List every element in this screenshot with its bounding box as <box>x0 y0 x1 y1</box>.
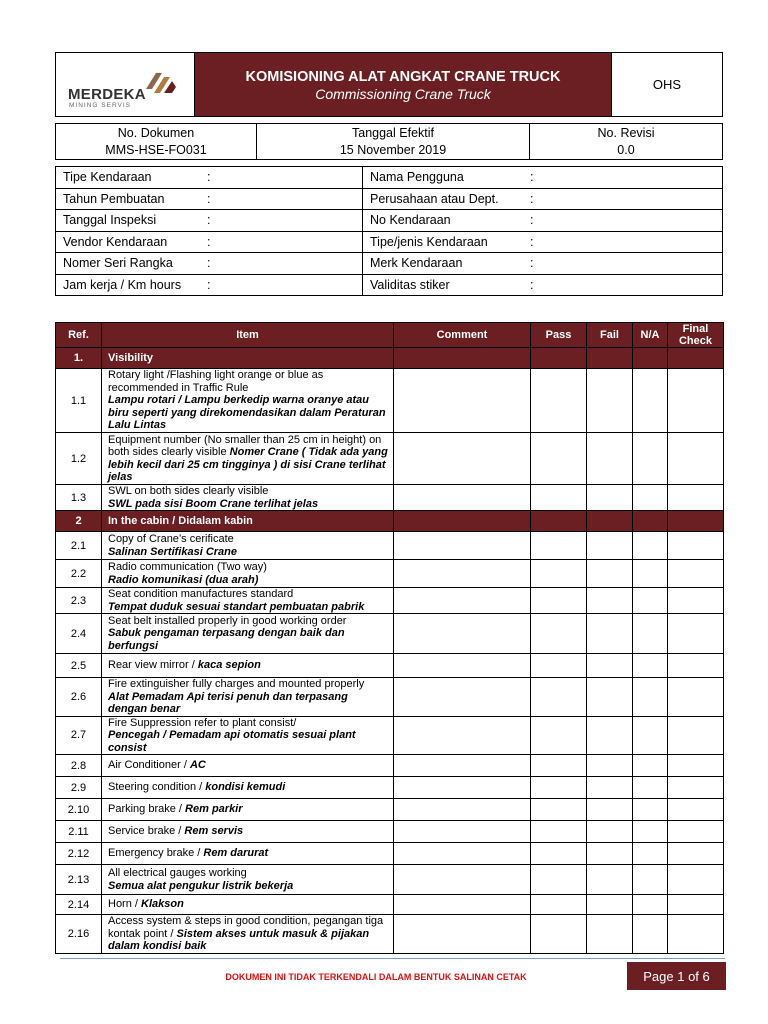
item-description <box>102 485 394 511</box>
item-text-id: AC <box>189 759 206 772</box>
na-cell[interactable] <box>633 895 668 915</box>
comment-cell[interactable] <box>394 895 531 915</box>
document-header <box>55 52 723 117</box>
logo-mark-icon <box>142 67 186 101</box>
checklist-row <box>56 678 724 717</box>
item-description <box>102 865 394 895</box>
item-description <box>102 821 394 843</box>
comment-cell[interactable] <box>394 588 531 614</box>
item-ref: 2.11 <box>56 821 102 843</box>
comment-cell[interactable] <box>394 915 531 954</box>
item-text-en: Service brake / <box>108 825 185 838</box>
pass-cell[interactable] <box>531 532 587 560</box>
final-check-cell[interactable] <box>668 915 724 954</box>
info-value-right[interactable]: : <box>528 167 723 189</box>
comment-cell[interactable] <box>394 716 531 755</box>
final-check-cell[interactable] <box>668 369 724 433</box>
info-value-right[interactable]: : <box>528 231 723 253</box>
info-value-right[interactable]: : <box>528 253 723 275</box>
item-text-en: Emergency brake / <box>108 847 204 860</box>
section-blank <box>394 511 531 532</box>
info-label-right: Tipe/jenis Kendaraan <box>363 231 529 253</box>
section-blank <box>668 511 724 532</box>
item-ref: 2.16 <box>56 915 102 954</box>
na-cell[interactable] <box>633 614 668 654</box>
company-logo <box>56 53 195 116</box>
item-text-en: Rear view mirror / <box>108 659 198 672</box>
item-ref: 2.5 <box>56 654 102 678</box>
info-value-right[interactable]: : <box>528 274 723 296</box>
checklist-row <box>56 777 724 799</box>
section-row <box>56 348 724 369</box>
item-text-en: Seat belt installed properly in good working order <box>108 614 347 627</box>
item-description <box>102 369 394 433</box>
info-label-right: Merk Kendaraan <box>363 253 529 275</box>
pass-cell[interactable] <box>531 799 587 821</box>
na-cell[interactable] <box>633 485 668 511</box>
item-text-en: Fire extinguisher fully charges and mounted properly <box>108 678 365 690</box>
final-check-cell[interactable] <box>668 755 724 777</box>
fail-cell[interactable] <box>587 895 633 915</box>
na-cell[interactable] <box>633 865 668 895</box>
item-text-id: Lampu rotari / Lampu berkedip warna oranye atau biru seperti yang direkomendasikan dalam Peraturan Lalu Lintas <box>108 394 386 432</box>
item-ref: 2.10 <box>56 799 102 821</box>
info-value-left[interactable]: : <box>205 253 363 275</box>
section-number: 1. <box>56 348 102 369</box>
pass-cell[interactable] <box>531 560 587 588</box>
na-cell[interactable] <box>633 821 668 843</box>
comment-cell[interactable] <box>394 614 531 654</box>
info-label-right: Validitas stiker <box>363 274 529 296</box>
info-row <box>56 274 723 296</box>
item-description <box>102 614 394 654</box>
item-text-id: Rem parkir <box>185 803 243 816</box>
na-cell[interactable] <box>633 777 668 799</box>
info-row <box>56 188 723 210</box>
checklist-row <box>56 588 724 614</box>
pass-cell[interactable] <box>531 777 587 799</box>
pass-cell[interactable] <box>531 716 587 755</box>
item-text-en: Equipment number (No smaller than 25 cm in height) on both sides clearly visible <box>108 433 382 458</box>
pass-cell[interactable] <box>531 654 587 678</box>
info-label-left: Nomer Seri Rangka <box>56 253 206 275</box>
info-label-left: Vendor Kendaraan <box>56 231 206 253</box>
item-text-id: Rem servis <box>184 825 244 838</box>
fail-cell[interactable] <box>587 777 633 799</box>
item-description <box>102 560 394 588</box>
item-ref: 1.1 <box>56 369 102 433</box>
doc-number-label: No. Dokumen <box>117 125 195 140</box>
department-label: OHS <box>652 77 682 92</box>
final-check-cell[interactable] <box>668 895 724 915</box>
comment-cell[interactable] <box>394 560 531 588</box>
checklist-row <box>56 865 724 895</box>
na-cell[interactable] <box>633 799 668 821</box>
checklist-row <box>56 716 724 755</box>
item-text-en: Seat condition manufactures standard <box>108 588 294 600</box>
doc-number-cell <box>56 124 257 160</box>
fail-cell[interactable] <box>587 588 633 614</box>
item-ref: 1.2 <box>56 433 102 485</box>
fail-cell[interactable] <box>587 485 633 511</box>
effective-date-cell <box>257 124 530 160</box>
item-text-id: Sabuk pengaman terpasang dengan baik dan berfungsi <box>108 627 345 652</box>
pass-cell[interactable] <box>531 843 587 865</box>
checklist-row <box>56 843 724 865</box>
comment-cell[interactable] <box>394 821 531 843</box>
pass-cell[interactable] <box>531 588 587 614</box>
item-text-en: Copy of Crane’s cerificate <box>108 533 234 545</box>
pass-cell[interactable] <box>531 821 587 843</box>
fail-cell[interactable] <box>587 755 633 777</box>
col-item: Item <box>102 323 394 348</box>
effective-date-value: 15 November 2019 <box>339 142 447 157</box>
vehicle-info-table <box>55 166 723 296</box>
item-text-id: kondisi kemudi <box>205 781 286 794</box>
na-cell[interactable] <box>633 369 668 433</box>
title-block <box>195 53 612 116</box>
item-ref: 2.7 <box>56 716 102 755</box>
info-value-left[interactable]: : <box>205 188 363 210</box>
item-description <box>102 588 394 614</box>
checklist-row <box>56 614 724 654</box>
footer-divider <box>60 958 725 959</box>
item-text-id: Salinan Sertifikasi Crane <box>108 545 237 558</box>
info-label-left: Tahun Pembuatan <box>56 188 206 210</box>
comment-cell[interactable] <box>394 654 531 678</box>
checklist-row <box>56 755 724 777</box>
info-row <box>56 253 723 275</box>
col-na: N/A <box>633 323 668 348</box>
section-blank <box>587 348 633 369</box>
item-description <box>102 777 394 799</box>
comment-cell[interactable] <box>394 532 531 560</box>
pass-cell[interactable] <box>531 485 587 511</box>
pass-cell[interactable] <box>531 678 587 717</box>
comment-cell[interactable] <box>394 369 531 433</box>
info-label-right: No Kendaraan <box>363 210 529 232</box>
comment-cell[interactable] <box>394 777 531 799</box>
fail-cell[interactable] <box>587 369 633 433</box>
item-text-en: Parking brake / <box>108 803 186 816</box>
fail-cell[interactable] <box>587 433 633 485</box>
item-description <box>102 799 394 821</box>
company-subtitle: MINING SERVIS <box>69 102 132 109</box>
fail-cell[interactable] <box>587 560 633 588</box>
item-text-en: SWL on both sides clearly visible <box>108 485 269 497</box>
final-check-cell[interactable] <box>668 843 724 865</box>
na-cell[interactable] <box>633 532 668 560</box>
comment-cell[interactable] <box>394 755 531 777</box>
item-text-en: Air Conditioner / <box>108 759 190 772</box>
section-title: In the cabin / Didalam kabin <box>102 511 394 532</box>
final-check-cell[interactable] <box>668 614 724 654</box>
item-text-id: Sistem akses untuk masuk & pijakan dalam kondisi baik <box>108 927 370 952</box>
info-value-left[interactable]: : <box>205 210 363 232</box>
item-description <box>102 433 394 485</box>
col-fail: Fail <box>587 323 633 348</box>
item-text-id: Alat Pemadam Api terisi penuh dan terpasang dengan benar <box>108 690 348 715</box>
checklist-row <box>56 560 724 588</box>
item-text-id: kaca sepion <box>197 659 261 672</box>
na-cell[interactable] <box>633 755 668 777</box>
comment-cell[interactable] <box>394 799 531 821</box>
info-row <box>56 167 723 189</box>
na-cell[interactable] <box>633 915 668 954</box>
item-text-en: Fire Suppression refer to plant consist/ <box>108 716 297 729</box>
checklist-row <box>56 821 724 843</box>
checklist-row <box>56 895 724 915</box>
item-description <box>102 678 394 717</box>
section-number: 2 <box>56 511 102 532</box>
fail-cell[interactable] <box>587 654 633 678</box>
item-text-id: Pencegah / Pemadam api otomatis sesuai plant consist <box>108 729 356 754</box>
final-check-cell[interactable] <box>668 433 724 485</box>
checklist-row <box>56 485 724 511</box>
info-value-right[interactable]: : <box>528 210 723 232</box>
fail-cell[interactable] <box>587 532 633 560</box>
fail-cell[interactable] <box>587 716 633 755</box>
item-ref: 2.14 <box>56 895 102 915</box>
na-cell[interactable] <box>633 716 668 755</box>
item-text-id: Rem darurat <box>203 847 269 860</box>
page-number: Page 1 of 6 <box>627 962 726 990</box>
item-description <box>102 843 394 865</box>
fail-cell[interactable] <box>587 915 633 954</box>
item-description <box>102 532 394 560</box>
final-check-cell[interactable] <box>668 678 724 717</box>
item-ref: 2.12 <box>56 843 102 865</box>
section-blank <box>531 511 587 532</box>
comment-cell[interactable] <box>394 433 531 485</box>
item-text-en: Rotary light /Flashing light orange or blue as recommended in Traffic Rule <box>108 369 324 394</box>
na-cell[interactable] <box>633 588 668 614</box>
checklist-row <box>56 799 724 821</box>
pass-cell[interactable] <box>531 433 587 485</box>
item-ref: 2.4 <box>56 614 102 654</box>
item-text-en: All electrical gauges working <box>108 867 247 879</box>
info-row <box>56 231 723 253</box>
fail-cell[interactable] <box>587 799 633 821</box>
info-value-left[interactable]: : <box>205 231 363 253</box>
item-ref: 2.8 <box>56 755 102 777</box>
checklist-row <box>56 433 724 485</box>
info-value-left[interactable]: : <box>205 274 363 296</box>
info-label-left: Tipe Kendaraan <box>56 167 206 189</box>
section-blank <box>531 348 587 369</box>
footer-note-text: DOKUMEN INI TIDAK TERKENDALI DALAM BENTUK SALINAN CETAK <box>225 972 527 982</box>
comment-cell[interactable] <box>394 865 531 895</box>
section-blank <box>587 511 633 532</box>
info-value-right[interactable]: : <box>528 188 723 210</box>
col-pass: Pass <box>531 323 587 348</box>
na-cell[interactable] <box>633 843 668 865</box>
na-cell[interactable] <box>633 433 668 485</box>
fail-cell[interactable] <box>587 678 633 717</box>
final-check-cell[interactable] <box>668 821 724 843</box>
item-text-en: Horn / <box>108 898 142 911</box>
section-blank <box>668 348 724 369</box>
item-ref: 2.2 <box>56 560 102 588</box>
revision-cell <box>530 124 723 160</box>
item-text-id: Nomer Crane ( Tidak ada yang lebih kecil dari 25 cm tingginya ) di sisi Crane terlihat jelas <box>108 446 388 483</box>
item-text-id: Tempat duduk sesuai standart pembuatan pabrik <box>108 600 365 613</box>
final-check-cell[interactable] <box>668 485 724 511</box>
item-ref: 2.1 <box>56 532 102 560</box>
section-title: Visibility <box>102 348 394 369</box>
final-check-cell[interactable] <box>668 799 724 821</box>
final-check-cell[interactable] <box>668 865 724 895</box>
pass-cell[interactable] <box>531 865 587 895</box>
na-cell[interactable] <box>633 678 668 717</box>
col-comment: Comment <box>394 323 531 348</box>
revision-label: No. Revisi <box>597 125 655 140</box>
pass-cell[interactable] <box>531 369 587 433</box>
item-text-en: Access system & steps in good condition, pegangan tiga kontak point / <box>108 915 384 940</box>
final-check-cell[interactable] <box>668 777 724 799</box>
info-label-left: Tanggal Inspeksi <box>56 210 206 232</box>
comment-cell[interactable] <box>394 843 531 865</box>
document-title: KOMISIONING ALAT ANGKAT CRANE TRUCK <box>245 69 561 85</box>
item-ref: 2.13 <box>56 865 102 895</box>
na-cell[interactable] <box>633 560 668 588</box>
section-blank <box>633 348 668 369</box>
info-label-right: Perusahaan atau Dept. <box>363 188 529 210</box>
fail-cell[interactable] <box>587 821 633 843</box>
document-info-table <box>55 123 723 160</box>
col-final-check: Final Check <box>668 323 724 348</box>
item-description <box>102 716 394 755</box>
item-ref: 2.9 <box>56 777 102 799</box>
final-check-cell[interactable] <box>668 588 724 614</box>
doc-number-value: MMS-HSE-FO031 <box>105 142 207 157</box>
revision-value: 0.0 <box>617 142 635 157</box>
item-description <box>102 895 394 915</box>
item-ref: 2.6 <box>56 678 102 717</box>
item-description <box>102 755 394 777</box>
info-value-left[interactable]: : <box>205 167 363 189</box>
pass-cell[interactable] <box>531 895 587 915</box>
fail-cell[interactable] <box>587 865 633 895</box>
item-text-id: SWL pada sisi Boom Crane terlihat jelas <box>108 497 319 510</box>
company-name: MERDEKA <box>68 86 146 103</box>
final-check-cell[interactable] <box>668 532 724 560</box>
item-ref: 2.3 <box>56 588 102 614</box>
pass-cell[interactable] <box>531 614 587 654</box>
pass-cell[interactable] <box>531 755 587 777</box>
item-ref: 1.3 <box>56 485 102 511</box>
final-check-cell[interactable] <box>668 654 724 678</box>
item-text-en: Steering condition / <box>108 781 206 794</box>
final-check-cell[interactable] <box>668 560 724 588</box>
checklist-table <box>55 322 724 954</box>
col-ref: Ref. <box>56 323 102 348</box>
item-text-id: Semua alat pengukur listrik bekerja <box>108 879 294 892</box>
section-row <box>56 511 724 532</box>
checklist-row <box>56 915 724 954</box>
checklist-row <box>56 369 724 433</box>
info-label-left: Jam kerja / Km hours <box>56 274 206 296</box>
fail-cell[interactable] <box>587 843 633 865</box>
item-text-id: Radio komunikasi (dua arah) <box>108 573 259 586</box>
item-description <box>102 915 394 954</box>
info-label-right: Nama Pengguna <box>363 167 529 189</box>
document-subtitle: Commissioning Crane Truck <box>315 86 491 102</box>
na-cell[interactable] <box>633 654 668 678</box>
fail-cell[interactable] <box>587 614 633 654</box>
item-text-id: Klakson <box>141 898 184 911</box>
section-blank <box>633 511 668 532</box>
pass-cell[interactable] <box>531 915 587 954</box>
checklist-row <box>56 532 724 560</box>
comment-cell[interactable] <box>394 678 531 717</box>
item-text-en: Radio communication (Two way) <box>108 561 267 573</box>
final-check-cell[interactable] <box>668 716 724 755</box>
effective-date-label: Tanggal Efektif <box>352 125 434 140</box>
section-blank <box>394 348 531 369</box>
comment-cell[interactable] <box>394 485 531 511</box>
item-description <box>102 654 394 678</box>
checklist-header-row <box>56 323 724 348</box>
info-row <box>56 210 723 232</box>
checklist-row <box>56 654 724 678</box>
